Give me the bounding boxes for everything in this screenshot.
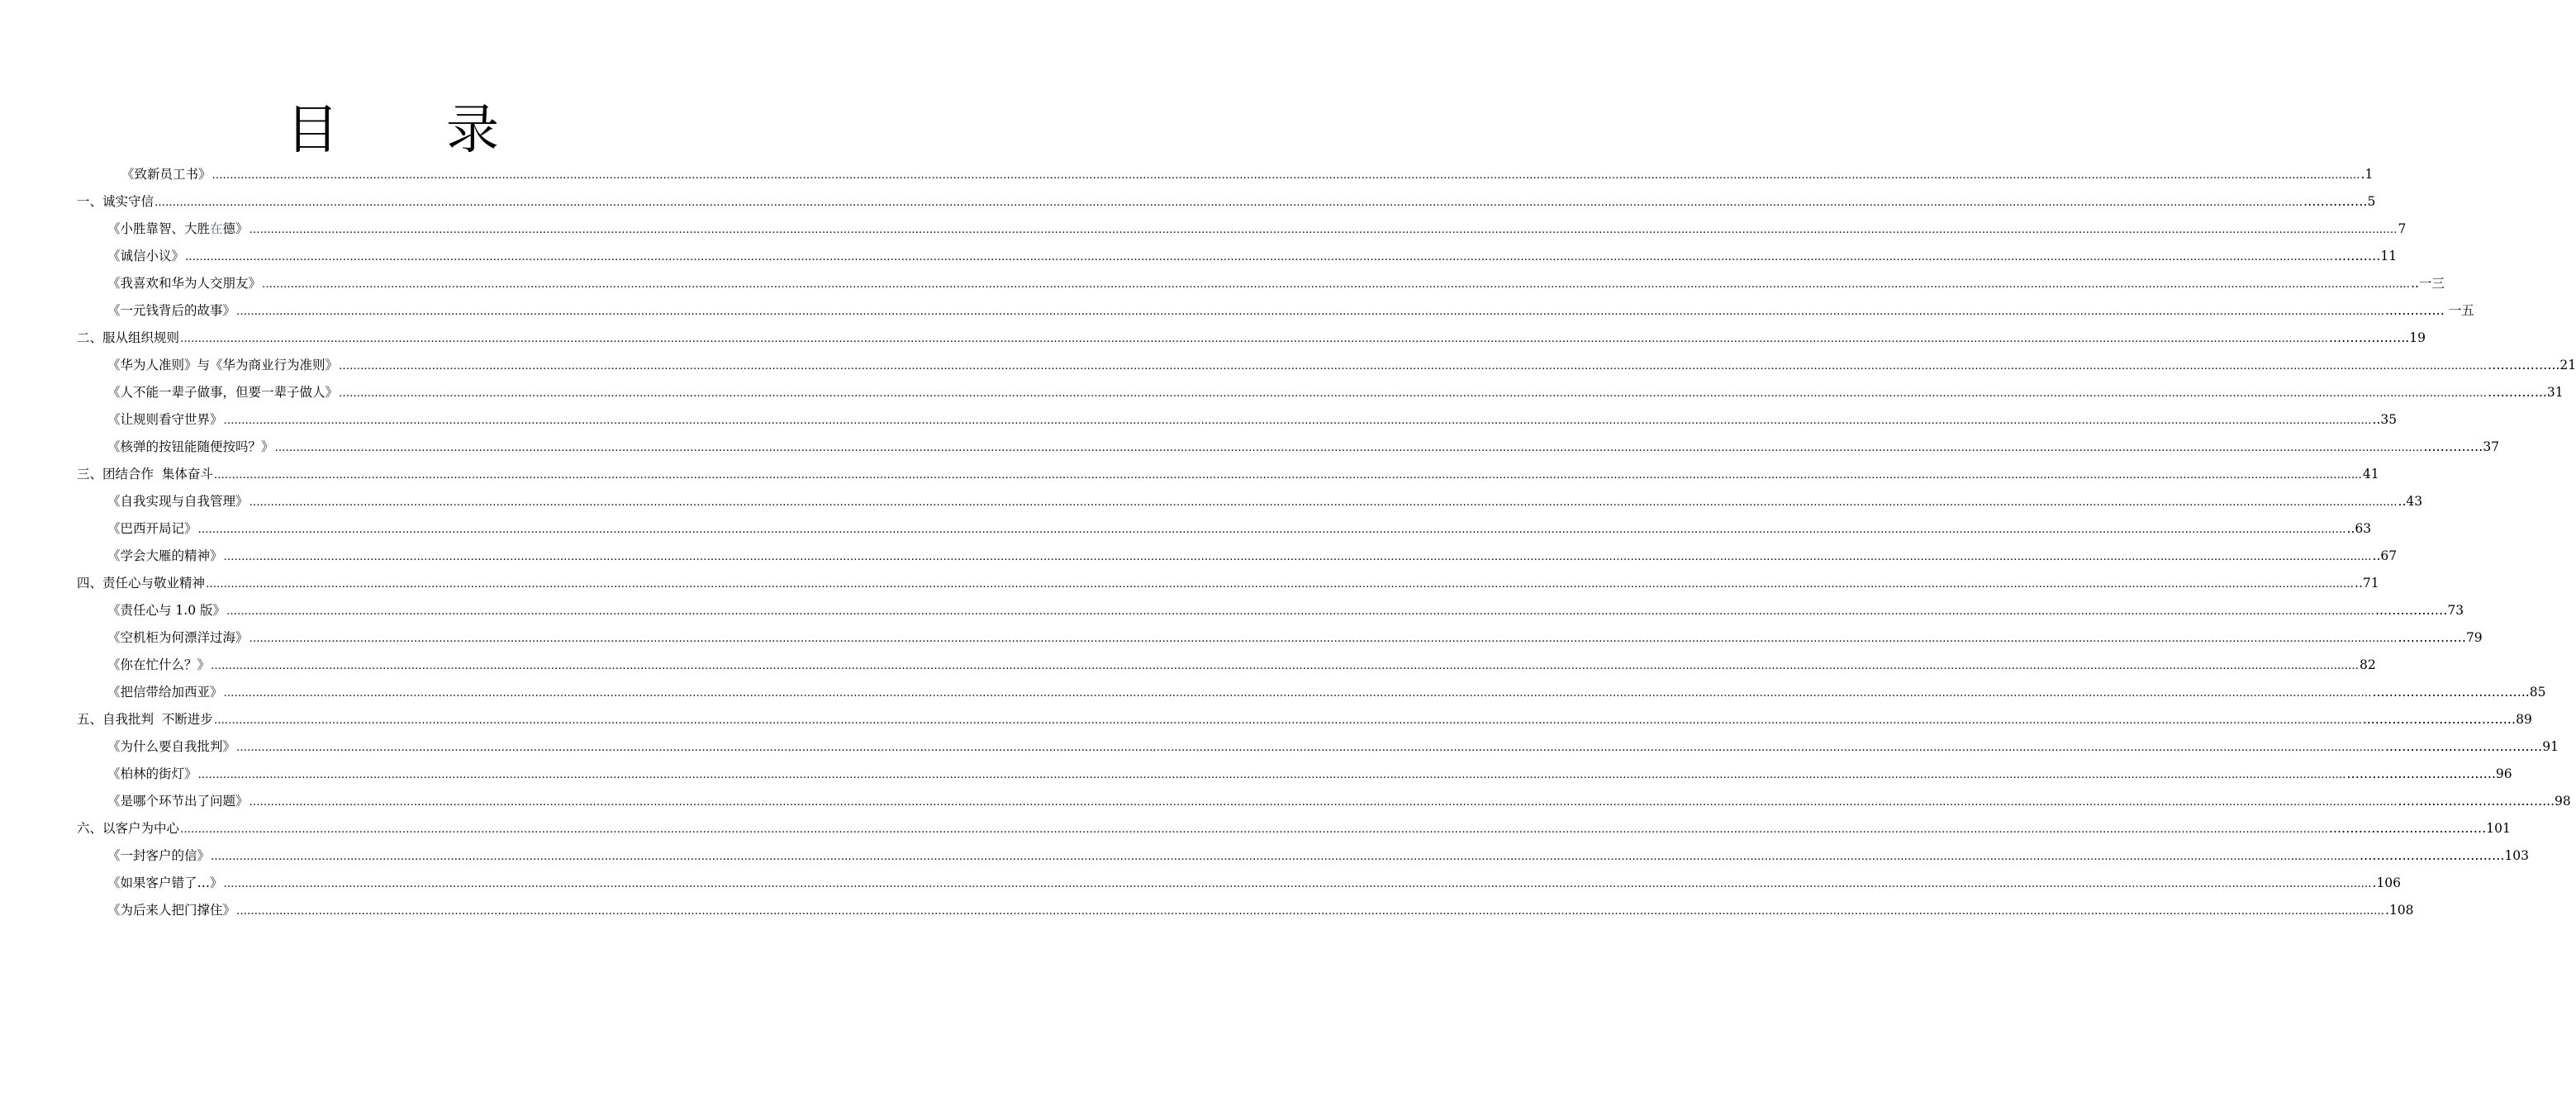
toc-entry-row — [107, 843, 2530, 868]
toc-entry-title: 《人不能一辈子做事，但要一辈子做人》 — [107, 385, 339, 400]
toc-entry-row — [107, 870, 2402, 895]
toc-page-number: ..67 — [2372, 548, 2398, 563]
toc-section-row — [77, 707, 2532, 732]
toc-entry-row — [107, 244, 2398, 268]
toc-entry-title: 团结合作 集体奋斗 — [102, 467, 213, 481]
toc-entry-title: 《为后来人把门撑住》 — [107, 903, 236, 918]
toc-entry-title: 《是哪个环节出了问题》 — [107, 794, 249, 809]
toc-page-number: ..71 — [2355, 576, 2379, 591]
toc-entry-title: 自我批判 不断进步 — [102, 712, 213, 727]
toc-page-number: ..………… 一五 — [2385, 303, 2474, 318]
toc-entry-title: 《如果客户错了…》 — [107, 875, 223, 890]
toc-entry-row — [107, 543, 2398, 568]
toc-page-number: ..………11 — [2334, 249, 2398, 263]
toc-entry-row — [107, 298, 2474, 323]
toc-entry-title-part: 《小胜靠智、大胜 — [107, 221, 211, 236]
toc-entry-title: 服从组织规则 — [102, 330, 180, 345]
toc-entry-title: 以客户为中心 — [102, 821, 180, 836]
toc-section-row — [77, 325, 2426, 350]
toc-page-number: ..……………73 — [2375, 603, 2464, 618]
toc-entry-title: 《责任心与 1.0 版》 — [107, 603, 226, 618]
toc-entry-title: 《核弹的按钮能随便按吗？》 — [107, 439, 274, 454]
toc-section-number: 一、 — [77, 194, 103, 209]
toc-entry-title-part: 德》 — [222, 221, 249, 236]
toc-page-number: 82 — [2360, 657, 2376, 672]
toc-leader-dots: …………………………………………………………………………………………………………………………………………………………………………………………………………………………………………………………………………………………………………………………………………………………………………………………………………………………………………………………………………………………………………………………………………………… — [262, 278, 2411, 291]
toc-entry-title: 《让规则看守世界》 — [107, 412, 223, 427]
toc-entry-title-highlight: 在 — [210, 221, 223, 236]
toc-leader-dots: …………………………………………………………………………………………………………………………………………………………………………………………………………………………………………………………………………………………………………………………………………………………………………………………………………………………………………………………………………………………………………………………………………………… — [249, 796, 2398, 809]
toc-page-number: 41 — [2362, 467, 2379, 481]
toc-entry-title: 《致新员工书》 — [121, 167, 211, 182]
toc-entry-title: 《巴西开局记》 — [107, 521, 197, 536]
toc-page-number: ..…………..…………………101 — [2329, 821, 2511, 836]
toc-page-number: .…………………………….96 — [2346, 766, 2512, 781]
toc-entry-title: 《自我实现与自我管理》 — [107, 494, 249, 509]
title-char-left: 目 — [286, 100, 339, 161]
toc-page-number: ..…………37 — [2423, 439, 2500, 454]
toc-entry-row — [107, 434, 2500, 459]
toc-entry-title: 《把信带给加西亚》 — [107, 685, 223, 700]
toc-leader-dots: …………………………………………………………………………………………………………………………………………………………………………………………………………………………………………………………………………………………………………………………………………………………………………………………………………………………………………………………………………………………………………………………………………………… — [236, 742, 2385, 754]
toc-page-number: ……………5 — [2303, 194, 2376, 209]
toc-section-number: 二、 — [77, 330, 103, 345]
toc-leader-dots: …………………………………………………………………………………………………………………………………………………………………………………………………………………………………………………………………………………………………………………………………………………………………………………………………………………………………………………………………………………………………………………………………………………… — [226, 605, 2375, 618]
toc-page-number: ..……………..19 — [2329, 330, 2426, 345]
toc-entry-row — [107, 489, 2423, 514]
toc-entry-title: 《诚信小议》 — [107, 249, 185, 263]
toc-entry-row — [107, 380, 2564, 405]
toc-leader-dots: …………………………………………………………………………………………………………………………………………………………………………………………………………………………………………………………………………………………………………………………………………………………………………………………………………………………………………………………………………………………………………………………………………………… — [180, 823, 2329, 836]
toc-leader-dots: …………………………………………………………………………………………………………………………………………………………………………………………………………………………………………………………………………………………………………………………………………………………………………………………………………………………………………………………………………………………………………………………………………………… — [197, 769, 2346, 781]
toc-entry-row — [107, 516, 2372, 541]
toc-entry-title: 诚实守信 — [102, 194, 154, 209]
toc-leader-dots: …………………………………………………………………………………………………………………………………………………………………………………………………………………………………………………………………………………………………………………………………………………………………………………………………………………………………………………………………………………………………………………………………………………… — [154, 197, 2303, 209]
toc-section-number: 五、 — [77, 712, 103, 727]
toc-entry-title: 《柏林的街灯》 — [107, 766, 197, 781]
toc-page-number: .106 — [2372, 875, 2402, 890]
toc-leader-dots: …………………………………………………………………………………………………………………………………………………………………………………………………………………………………………………………………………………………………………………………………………………………………………………………………………………………………………………………………………………………………………………………………………………… — [180, 333, 2329, 345]
toc-page-number: ..…………..…………………91 — [2385, 739, 2559, 754]
toc-entry-row — [107, 680, 2546, 704]
toc-entry-title: 《一元钱背后的故事》 — [107, 303, 236, 318]
toc-entry-row — [107, 625, 2483, 650]
toc-leader-dots: …………………………………………………………………………………………………………………………………………………………………………………………………………………………………………………………………………………………………………………………………………………………………………………………………………………………………………………………………………………………………………………………………………………… — [211, 660, 2360, 672]
toc-entry-title: 《学会大雁的精神》 — [107, 548, 223, 563]
toc-entry-row — [107, 216, 2407, 241]
toc-entry-title: 《华为人准则》与《华为商业行为准则》 — [107, 358, 339, 372]
toc-leader-dots: …………………………………………………………………………………………………………………………………………………………………………………………………………………………………………………………………………………………………………………………………………………………………………………………………………………………………………………………………………………………………………………………………………………… — [223, 878, 2372, 890]
toc-page-number: …………..31 — [2488, 385, 2564, 400]
toc-leader-dots: …………………………………………………………………………………………………………………………………………………………………………………………………………………………………………………………………………………………………………………………………………………………………………………………………………………………………………………………………………………………………………………………………………………… — [213, 714, 2362, 727]
toc-leader-dots: …………………………………………………………………………………………………………………………………………………………………………………………………………………………………………………………………………………………………………………………………………………………………………………………………………………………………………………………………………………………………………………………………………………… — [213, 469, 2362, 481]
toc-page-number: ..35 — [2372, 412, 2398, 427]
toc-leader-dots: …………………………………………………………………………………………………………………………………………………………………………………………………………………………………………………………………………………………………………………………………………………………………………………………………………………………………………………………………………………………………………………………………………………… — [206, 578, 2355, 591]
toc-page-number: .……………79 — [2398, 630, 2483, 645]
toc-leader-dots: …………………………………………………………………………………………………………………………………………………………………………………………………………………………………………………………………………………………………………………………………………………………………………………………………………………………………………………………………………………………………………………………………………………… — [185, 251, 2334, 263]
toc-entry-title: 《我喜欢和华为人交朋友》 — [107, 276, 262, 291]
toc-leader-dots: …………………………………………………………………………………………………………………………………………………………………………………………………………………………………………………………………………………………………………………………………………………………………………………………………………………………………………………………………………………………………………………………………………………… — [211, 851, 2360, 863]
toc-entry-title: 《空机柜为何漂洋过海》 — [107, 630, 249, 645]
toc-page-number: .……………………………103 — [2360, 848, 2530, 863]
toc-leader-dots: …………………………………………………………………………………………………………………………………………………………………………………………………………………………………………………………………………………………………………………………………………………………………………………………………………………………………………………………………………………………………………………………………………………… — [339, 387, 2488, 400]
toc-entry-row — [107, 271, 2445, 296]
toc-entry-row — [107, 652, 2376, 677]
page-title — [0, 97, 785, 164]
toc-leader-dots: …………………………………………………………………………………………………………………………………………………………………………………………………………………………………………………………………………………………………………………………………………………………………………………………………………………………………………………………………………………………………………………………………………………… — [249, 496, 2398, 509]
toc-page-number: 7 — [2398, 221, 2407, 236]
toc-entry-title — [107, 216, 249, 241]
toc-leader-dots: …………………………………………………………………………………………………………………………………………………………………………………………………………………………………………………………………………………………………………………………………………………………………………………………………………………………………………………………………………………………………………………………………………………… — [236, 306, 2385, 318]
toc-page-number: .108 — [2385, 903, 2414, 918]
toc-section-row — [77, 462, 2379, 486]
toc-entry-row — [107, 598, 2464, 623]
toc-section-number: 四、 — [77, 576, 103, 591]
toc-page-number: ...……………………………89 — [2362, 712, 2532, 727]
toc-section-row — [77, 571, 2379, 595]
toc-entry-row — [107, 898, 2414, 923]
toc-page-number: ..……………………………..85 — [2372, 685, 2546, 700]
toc-page-number: ……………..21 — [2488, 358, 2576, 372]
toc-entry-title: 责任心与敬业精神 — [102, 576, 206, 591]
toc-section-row — [77, 189, 2376, 214]
toc-entry-row — [107, 353, 2576, 377]
toc-entry-row — [107, 407, 2398, 432]
toc-page-number: .……...……………………...98 — [2398, 794, 2571, 809]
toc-entry-row — [107, 789, 2571, 814]
toc-section-row — [77, 816, 2511, 841]
toc-leader-dots: …………………………………………………………………………………………………………………………………………………………………………………………………………………………………………………………………………………………………………………………………………………………………………………………………………………………………………………………………………………………………………………………………………………… — [223, 415, 2372, 427]
toc-entry-row — [107, 734, 2559, 759]
toc-section-number: 六、 — [77, 821, 103, 836]
toc-page-number: .1 — [2360, 167, 2374, 182]
toc-leader-dots: …………………………………………………………………………………………………………………………………………………………………………………………………………………………………………………………………………………………………………………………………………………………………………………………………………………………………………………………………………………………………………………………………………………… — [223, 687, 2372, 700]
toc-page-number: ..63 — [2346, 521, 2372, 536]
toc-leader-dots: …………………………………………………………………………………………………………………………………………………………………………………………………………………………………………………………………………………………………………………………………………………………………………………………………………………………………………………………………………………………………………………………………………………… — [211, 169, 2360, 182]
toc-page-number: ..43 — [2398, 494, 2423, 509]
toc-leader-dots: …………………………………………………………………………………………………………………………………………………………………………………………………………………………………………………………………………………………………………………………………………………………………………………………………………………………………………………………………………………………………………………………………………………… — [339, 360, 2488, 372]
toc-entry-title: 《一封客户的信》 — [107, 848, 211, 863]
toc-leader-dots: …………………………………………………………………………………………………………………………………………………………………………………………………………………………………………………………………………………………………………………………………………………………………………………………………………………………………………………………………………………………………………………………………………………… — [249, 633, 2398, 645]
title-char-right: 录 — [446, 100, 499, 161]
toc-entry-row — [121, 162, 2374, 187]
toc-leader-dots: …………………………………………………………………………………………………………………………………………………………………………………………………………………………………………………………………………………………………………………………………………………………………………………………………………………………………………………………………………………………………………………………………………………… — [236, 905, 2385, 918]
toc-page-number: ..一三 — [2411, 276, 2445, 291]
toc-leader-dots: …………………………………………………………………………………………………………………………………………………………………………………………………………………………………………………………………………………………………………………………………………………………………………………………………………………………………………………………………………………………………………………………………………………… — [274, 442, 2423, 454]
toc-leader-dots: …………………………………………………………………………………………………………………………………………………………………………………………………………………………………………………………………………………………………………………………………………………………………………………………………………………………………………………………………………………………………………………………………………………… — [197, 524, 2346, 536]
toc-leader-dots: …………………………………………………………………………………………………………………………………………………………………………………………………………………………………………………………………………………………………………………………………………………………………………………………………………………………………………………………………………………………………………………………………………………… — [223, 551, 2372, 563]
toc-section-number: 三、 — [77, 467, 103, 481]
toc-entry-row — [107, 761, 2512, 786]
toc-entry-title: 《为什么要自我批判》 — [107, 739, 236, 754]
toc-leader-dots: …………………………………………………………………………………………………………………………………………………………………………………………………………………………………………………………………………………………………………………………………………………………………………………………………………………………………………………………………………………………………………………………………………………… — [249, 224, 2398, 236]
toc-entry-title: 《你在忙什么？》 — [107, 657, 211, 672]
